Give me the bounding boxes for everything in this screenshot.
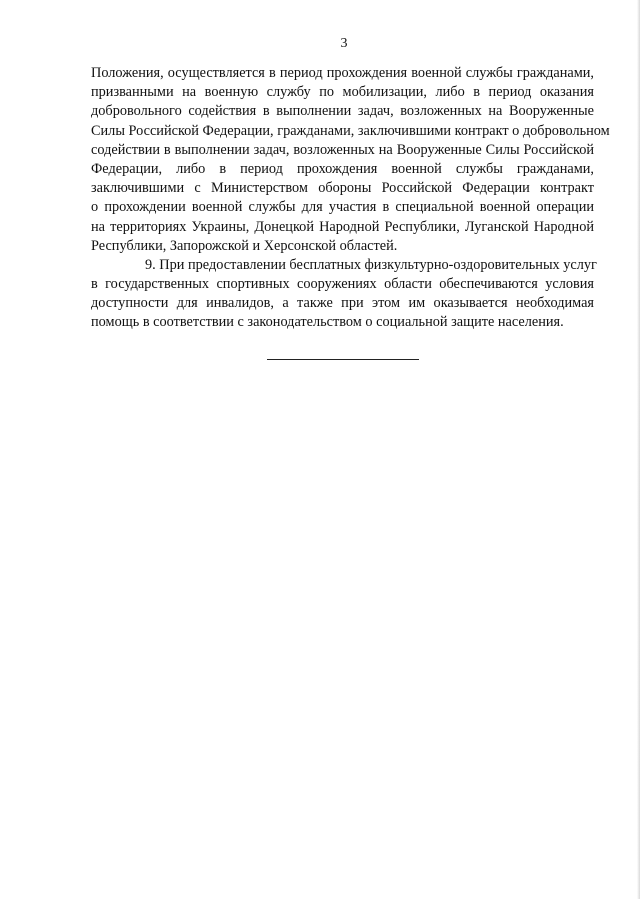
text-line: Федерации, либо в период прохождения военной службы гражданами,	[91, 160, 594, 177]
text-line: Республики, Запорожской и Херсонской областей.	[91, 237, 398, 254]
text-line: призванными на военную службу по мобилизации, либо в период оказания	[91, 84, 594, 101]
text-line: 9. При предоставлении бесплатных физкультурно-оздоровительных услуг	[145, 256, 597, 273]
text-line: помощь в соответствии с законодательством о социальной защите населения.	[91, 314, 564, 331]
text-line: о прохождении военной службы для участия в специальной военной операции	[91, 199, 594, 216]
text-line: на территориях Украины, Донецкой Народной Республики, Луганской Народной	[91, 218, 594, 235]
text-line: содействии в выполнении задач, возложенных на Вооруженные Силы Российской	[91, 141, 594, 158]
document-body	[91, 64, 610, 333]
text-line: Положения, осуществляется в период прохождения военной службы гражданами,	[91, 65, 594, 81]
text-line: Силы Российской Федерации, гражданами, заключившими контракт о добровольном	[91, 122, 610, 139]
text-line: заключившими с Министерством обороны Российской Федерации контракт	[91, 180, 594, 197]
text-line: доступности для инвалидов, а также при этом им оказывается необходимая	[91, 295, 594, 312]
paragraph-continuation	[91, 64, 610, 256]
text-line: добровольного содействия в выполнении задач, возложенных на Вооруженные	[91, 103, 594, 120]
page-number: 3	[340, 36, 348, 51]
paragraph-9	[91, 256, 597, 333]
end-of-document-separator	[267, 359, 419, 360]
text-line: в государственных спортивных сооружениях области обеспечиваются условия	[91, 276, 594, 293]
